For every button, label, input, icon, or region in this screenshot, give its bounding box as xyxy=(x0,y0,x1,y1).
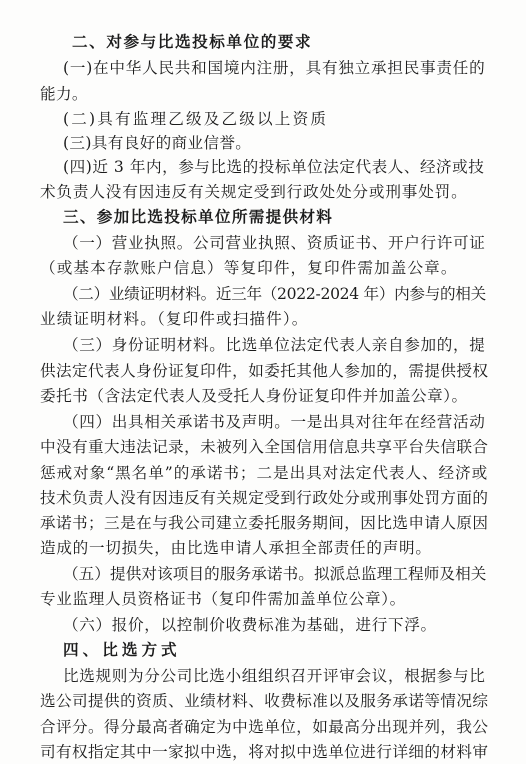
paragraph-line: 司有权指定其中一家拟中选，将对拟中选单位进行详细的材料审 xyxy=(40,743,489,761)
paragraph-line: 业绩证明材料。（复印件或扫描件）。 xyxy=(40,310,309,328)
section-heading-materials: 三、参加比选投标单位所需提供材料 xyxy=(63,207,334,226)
paragraph-line: （四）出具相关承诺书及声明。一是出具对往年在经营活动 xyxy=(63,413,486,431)
paragraph-line: （三）身份证明材料。比选单位法定代表人亲自参加的，提 xyxy=(63,336,486,354)
paragraph-line: 术负责人没有因违反有关规定受到行政处处分或刑事处罚。 xyxy=(40,183,468,201)
paragraph-line: 比选规则为分公司比选小组组织召开评审会议，根据参与比 xyxy=(63,667,486,685)
paragraph-line: 技术负责人没有因违反有关规定受到行政处分或刑事处罚方面的 xyxy=(40,489,489,507)
section-heading-method: 四、比选方式 xyxy=(63,640,181,659)
paragraph-line: 合评分。得分最高者确定为中选单位，如最高分出现并列，我公 xyxy=(40,718,489,736)
section-heading-requirements: 二、对参与比选投标单位的要求 xyxy=(72,32,313,51)
paragraph-line: 委托书（含法定代表人及受托人身份证复印件并加盖公章）。 xyxy=(40,387,468,405)
paragraph-line: （六）报价，以控制价收费标准为基础，进行下浮。 xyxy=(63,616,437,634)
paragraph-line: (二)具有监理乙级及乙级以上资质 xyxy=(63,110,329,128)
paragraph-line: 造成的一切损失，由比选申请人承担全部责任的声明。 xyxy=(40,539,432,557)
paragraph-line: (四)近 3 年内，参与比选的投标单位法定代表人、经济或技 xyxy=(63,158,485,176)
paragraph-line: （五）提供对该项目的服务承诺书。拟派总监理工程师及相关 xyxy=(63,565,487,583)
paragraph-line: 专业监理人员资格证书（复印件需加盖单位公章）。 xyxy=(40,590,406,608)
paragraph-line: 承诺书；三是在与我公司建立委托服务期间，因比选申请人原因 xyxy=(40,514,489,532)
paragraph-line: 中没有重大违法记录，未被列入全国信用信息共享平台失信联合 xyxy=(40,438,489,456)
paragraph-line: （一）营业执照。公司营业执照、资质证书、开户行许可证 xyxy=(63,234,486,252)
paragraph-line: 能力。 xyxy=(40,85,88,103)
paragraph-line: 惩戒对象“黑名单”的承诺书；二是出具对法定代表人、经济或 xyxy=(40,464,489,482)
paragraph-line: 供法定代表人身份证复印件，如委托其他人参加的，需提供授权 xyxy=(40,362,489,380)
paragraph-line: （或基本存款账户信息）等复印件，复印件需加盖公章。 xyxy=(40,259,458,277)
paragraph-line: (三)具有良好的商业信誉。 xyxy=(63,134,252,152)
paragraph-line: 选公司提供的资质、业绩材料、收费标准以及服务承诺等情况综 xyxy=(40,692,489,710)
paragraph-line: (一)在中华人民共和国境内注册，具有独立承担民事责任的 xyxy=(63,59,486,77)
paragraph-line: （二）业绩证明材料。近三年（2022-2024 年）内参与的相关 xyxy=(63,285,486,303)
